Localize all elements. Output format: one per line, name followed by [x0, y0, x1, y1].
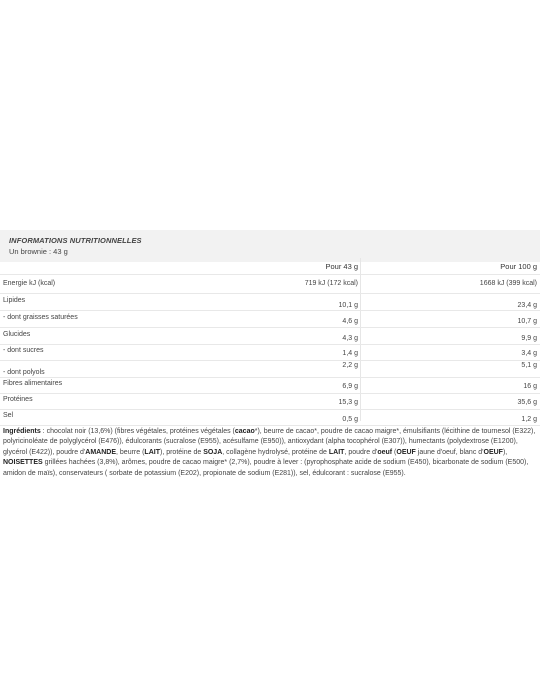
header-divider — [0, 274, 540, 275]
value-per-100g: 1,2 g — [521, 416, 537, 423]
value-per-serving: 1,4 g — [342, 350, 358, 357]
nutrition-row — [0, 331, 540, 345]
ingredient-text: , poudre d' — [344, 448, 378, 456]
value-per-serving: 15,3 g — [338, 399, 358, 406]
ingredients-label: Ingrédients — [3, 428, 41, 435]
ingredient-text: , collagène hydrolysé, protéine de — [222, 448, 329, 456]
nutrient-label: - dont sucres — [3, 347, 44, 354]
row-divider — [0, 377, 540, 378]
ingredient-text: : chocolat noir (13,6%) (fibres végétales, protéines végétales ( — [40, 428, 235, 435]
value-per-100g: 9,9 g — [521, 335, 537, 342]
value-per-serving: 10,1 g — [338, 302, 358, 309]
nutrition-row — [0, 297, 540, 311]
value-per-serving: 0,5 g — [342, 416, 358, 423]
value-per-serving: 4,6 g — [342, 318, 358, 325]
nutrition-header — [0, 230, 540, 262]
row-divider — [0, 393, 540, 394]
nutrition-title: INFORMATIONS NUTRITIONNELLES — [9, 236, 142, 245]
nutrient-label: - dont graisses saturées — [3, 314, 78, 321]
allergen-text: AMANDE — [85, 448, 117, 456]
value-per-serving: 2,2 g — [342, 362, 358, 369]
value-per-serving: 719 kJ (172 kcal) — [304, 280, 358, 287]
allergen-text: OEUF — [483, 448, 503, 456]
nutrition-row — [0, 396, 540, 410]
ingredient-text: grillées hachées (3,8%), arômes, poudre de cacao maigre* (2,7%), poudre à lever : (pyrophosphate acide de sodium (E450), bicarbonate de sodium (E500), amidon de maïs), conservateurs ( sorbate de potassium (E202), propionate de sodium (E281)), sel, édulcorant : sucralose (E955). — [3, 459, 529, 477]
value-per-100g: 3,4 g — [521, 350, 537, 357]
value-per-100g: 23,4 g — [517, 302, 537, 309]
ingredient-text: ), — [502, 448, 508, 456]
nutrition-row — [0, 314, 540, 328]
nutrition-row — [0, 347, 540, 361]
nutrient-label: Sel — [3, 412, 14, 419]
value-per-100g: 35,6 g — [517, 399, 537, 406]
ingredient-text: , beurre ( — [116, 448, 145, 456]
nutrition-row — [0, 380, 540, 394]
ingredient-text: jaune d'oeuf, blanc d' — [415, 448, 484, 456]
row-divider — [0, 409, 540, 410]
nutrient-label: Protéines — [3, 396, 33, 403]
value-per-100g: 5,1 g — [521, 362, 537, 369]
nutrient-label: Fibres alimentaires — [3, 380, 63, 387]
allergen-text: LAIT — [328, 448, 345, 456]
allergen-text: oeuf — [377, 448, 393, 456]
value-per-100g: 10,7 g — [517, 318, 537, 325]
row-divider — [0, 425, 540, 426]
value-per-serving: 4,3 g — [342, 335, 358, 342]
nutrient-label: Lipides — [3, 297, 26, 304]
ingredient-text: ), protéine de — [159, 448, 204, 456]
nutrient-label: Energie kJ (kcal) — [3, 280, 56, 287]
row-divider — [0, 310, 540, 311]
nutrition-panel — [0, 230, 540, 262]
allergen-text: SOJA — [203, 448, 223, 456]
nutrition-row — [0, 280, 540, 294]
row-divider — [0, 344, 540, 345]
column-header-serving: Pour 43 g — [325, 262, 358, 271]
allergen-text: LAIT — [144, 448, 160, 456]
ingredients-text — [3, 427, 537, 479]
allergen-text: OEUF — [396, 448, 416, 456]
serving-size: Un brownie : 43 g — [9, 247, 68, 256]
nutrient-label: - dont polyols — [3, 369, 45, 376]
ingredient-text: ( — [392, 448, 397, 456]
value-per-100g: 1668 kJ (399 kcal) — [479, 280, 537, 287]
row-divider — [0, 360, 540, 361]
allergen-text: cacao — [234, 428, 255, 435]
row-divider — [0, 327, 540, 328]
nutrition-row — [0, 364, 540, 378]
value-per-serving: 6,9 g — [342, 383, 358, 390]
row-divider — [0, 293, 540, 294]
column-header-100g: Pour 100 g — [500, 262, 537, 271]
value-per-100g: 16 g — [523, 383, 537, 390]
nutrition-row — [0, 412, 540, 426]
ingredient-text: *), beurre de cacao*, poudre de cacao maigre*, émulsifiants (lécithine de tournesol (E322), polyricinoléate de polyglycérol (E476)), édulcorants (sucralose (E955), acésulfame (E950)), antioxydant (alpha tocophérol (E307)), humectants (polydextrose (E1200), glycérol (E422)), poudre d' — [3, 428, 536, 456]
nutrient-label: Glucides — [3, 331, 31, 338]
allergen-text: NOISETTES — [3, 459, 43, 467]
